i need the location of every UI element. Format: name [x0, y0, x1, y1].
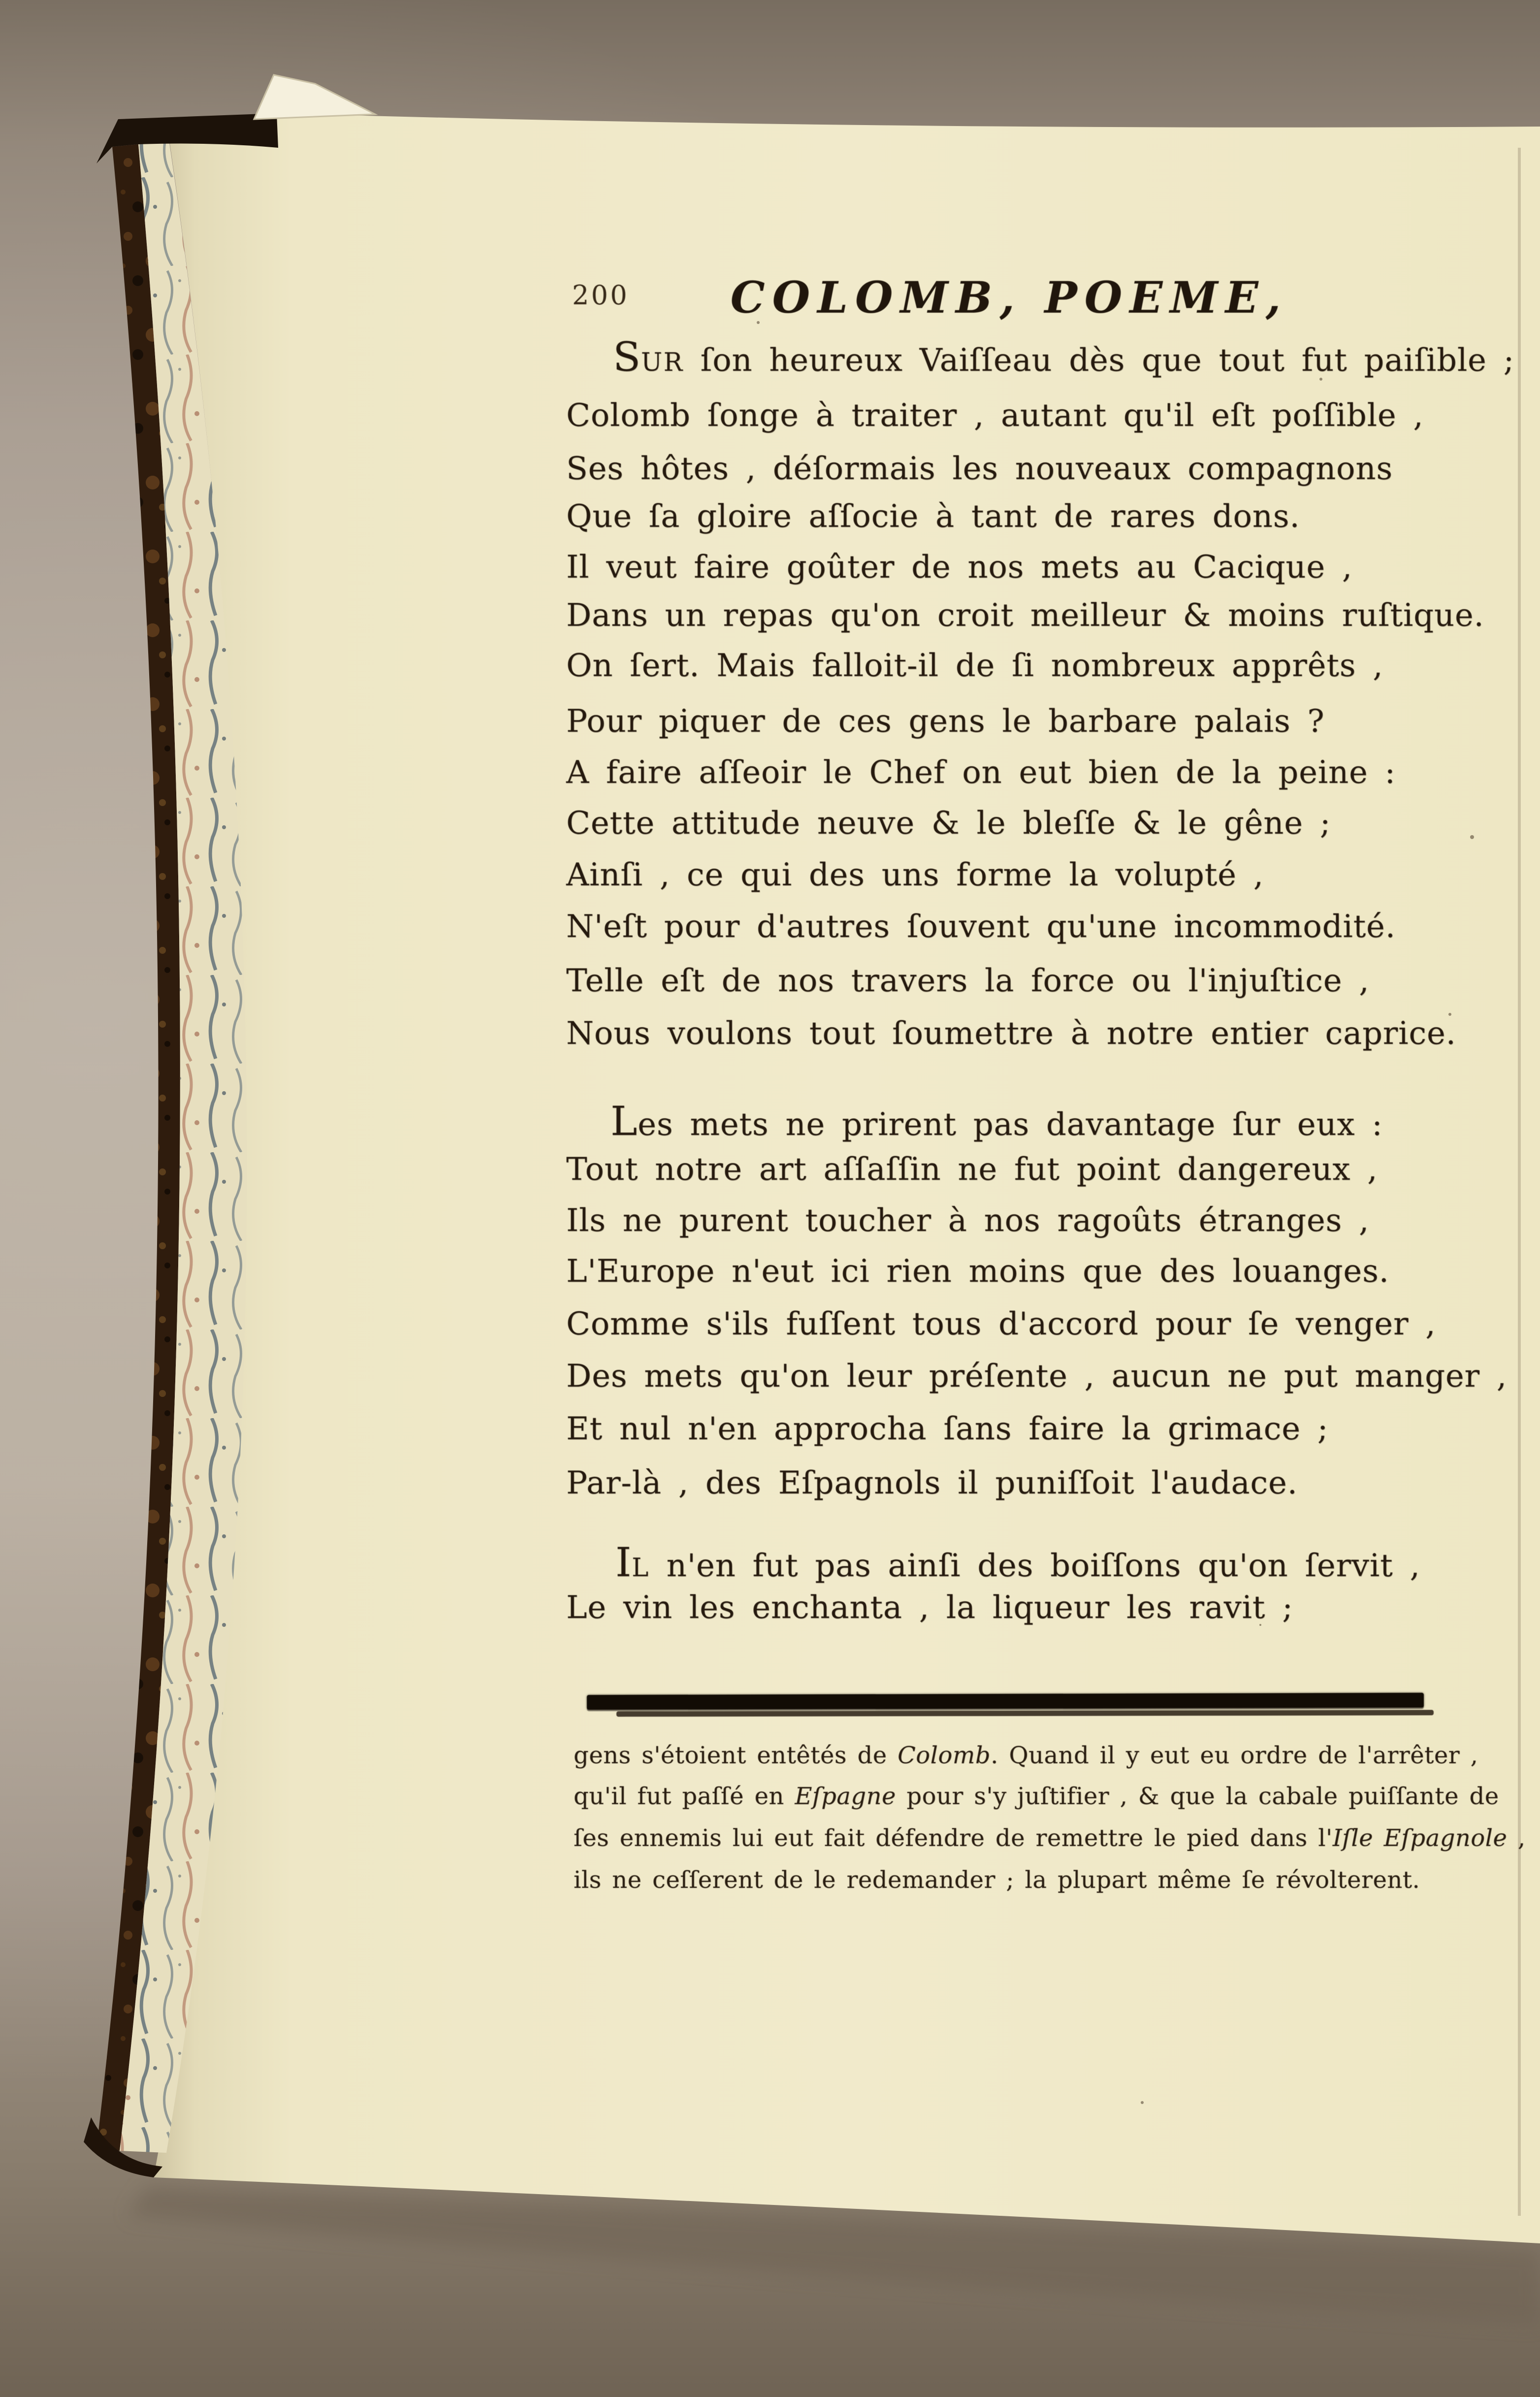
poem-line: Pour piquer de ces gens le barbare palais ? — [566, 703, 1325, 740]
poem-line: Ainſi , ce qui des uns forme la volupté , — [566, 857, 1264, 893]
poem-line: Il veut faire goûter de nos mets au Cacique , — [566, 549, 1353, 585]
poem-line: Ils ne purent toucher à nos ragoûts étranges , — [566, 1202, 1370, 1239]
poem-line: N'eſt pour d'autres ſouvent qu'une incommodité. — [566, 908, 1396, 945]
lead-capital: L — [610, 1098, 638, 1145]
footnote-italic: Colomb — [898, 1742, 991, 1769]
lead-capital: I — [615, 1539, 632, 1586]
poem-line: Par-là , des Eſpagnols il puniſſoit l'audace. — [566, 1465, 1298, 1501]
poem-line: Que ſa gloire aſſocie à tant de rares dons. — [566, 498, 1300, 535]
footnote-text: pour s'y juſtifier , & que la cabale puiſſante de — [896, 1782, 1499, 1810]
poem-line — [613, 334, 1514, 381]
poem-line — [615, 1539, 1420, 1586]
poem-line-text: n'en fut pas ainſi des boiſſons qu'on ſervit , — [649, 1548, 1420, 1584]
page-number: 200 — [572, 280, 630, 311]
poem-line: On ſert. Mais falloit-il de ſi nombreux apprêts , — [566, 648, 1383, 684]
poem-line: Des mets qu'on leur préſente , aucun ne put manger , — [566, 1358, 1507, 1394]
poem-line: L'Europe n'eut ici rien moins que des louanges. — [566, 1253, 1389, 1290]
poem-line: Nous voulons tout ſoumettre à notre entier caprice. — [566, 1015, 1456, 1052]
footnote-text: . Quand il y eut eu ordre de l'arrêter , — [991, 1742, 1478, 1769]
footnote-rule-tail — [616, 1710, 1434, 1717]
footnote-text: ſes ennemis lui eut fait défendre de remettre le pied dans l' — [574, 1824, 1333, 1852]
running-header: COLOMB, POEME, — [730, 272, 1288, 323]
poem-line-text: es mets ne prirent pas davantage ſur eux : — [638, 1106, 1383, 1143]
poem-line: Colomb ſonge à traiter , autant qu'il eſt poſſible , — [566, 397, 1424, 434]
poem-line: Ses hôtes , déſormais les nouveaux compagnons — [566, 451, 1393, 487]
poem-line: Cette attitude neuve & le bleſſe & le gêne ; — [566, 805, 1331, 842]
footnote-line — [574, 1826, 1526, 1850]
poem-line: Tout notre art aſſaſſin ne fut point dangereux , — [566, 1151, 1378, 1188]
poem-line-text: ſon heureux Vaiſſeau dès que tout fut paiſible ; — [683, 342, 1514, 379]
footnote-text: qu'il fut paſſé en — [574, 1782, 795, 1810]
poem-line: Telle eſt de nos travers la force ou l'injuſtice , — [566, 963, 1370, 999]
footnote-line — [574, 1744, 1478, 1767]
poem-line: A faire aſſeoir le Chef on eut bien de la peine : — [566, 754, 1396, 791]
lead-capital: S — [613, 334, 641, 381]
poem-line: Comme s'ils fuſſent tous d'accord pour ſe venger , — [566, 1306, 1436, 1342]
poem-line: Le vin les enchanta , la liqueur les ravit ; — [566, 1589, 1293, 1626]
footnote-text: ils ne ceſſerent de le redemander ; la plupart même ſe révolterent. — [574, 1866, 1420, 1894]
footnote-text: gens s'étoient entêtés de — [574, 1742, 898, 1769]
poem-line: Et nul n'en approcha ſans faire la grimace ; — [566, 1411, 1329, 1447]
footnote-line — [574, 1784, 1499, 1808]
footnote-rule — [587, 1693, 1424, 1710]
footnote-text: , — [1507, 1824, 1526, 1852]
poem-line — [610, 1098, 1383, 1145]
footnote-line — [574, 1868, 1420, 1892]
lead-smallcaps: UR — [641, 348, 684, 377]
poem-line: Dans un repas qu'on croit meilleur & moins ruſtique. — [566, 597, 1484, 634]
lead-smallcaps: L — [632, 1553, 650, 1583]
footnote-italic: Iſle Eſpagnole — [1332, 1824, 1508, 1852]
footnote-italic: Eſpagne — [795, 1782, 896, 1810]
